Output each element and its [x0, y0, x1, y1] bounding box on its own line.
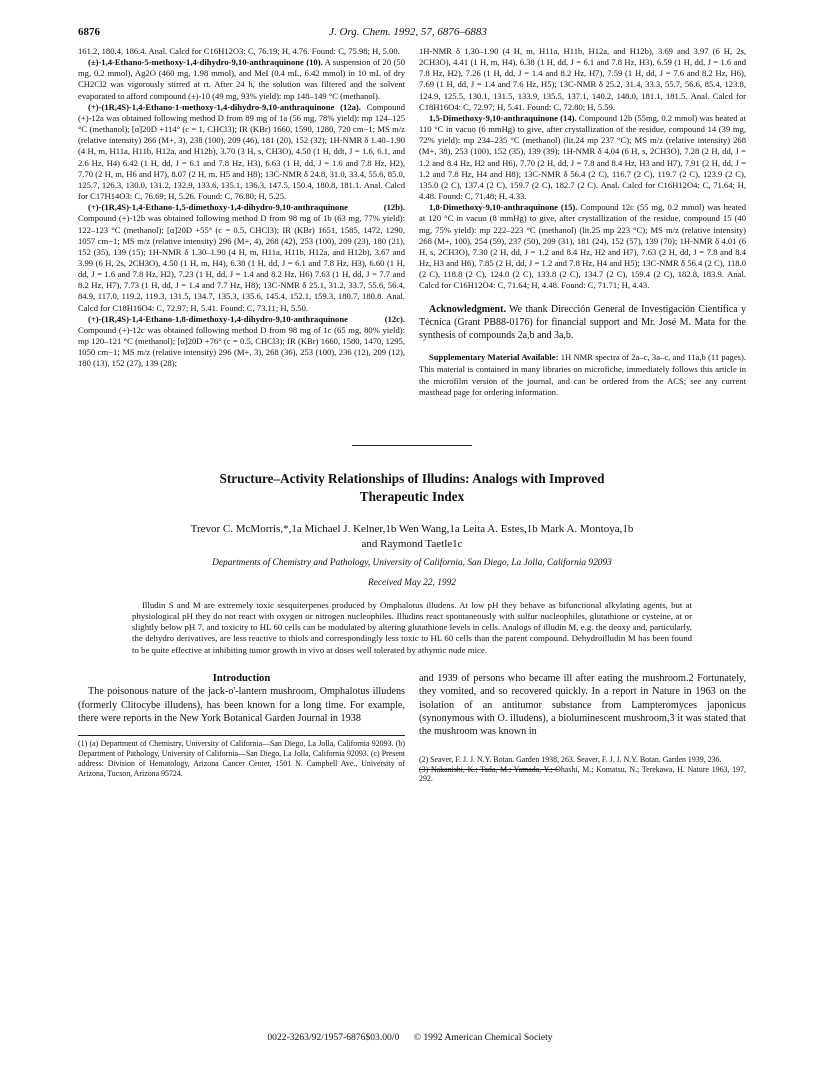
supplementary-heading: Supplementary Material Available: — [429, 352, 559, 363]
journal-citation: J. Org. Chem. 1992, 57, 6876–6883 — [329, 26, 487, 38]
compound-body: Compound 12b (55mg, 0.2 mmol) was heated at 110 °C in vacuo (6 mmHg) to give, after crystallization of the residue, compound 14 (39 mg, 72% yield): mp 234–235 °C (methanol) (lit.24 mp 237 °C); MS m/z (relative intensity) 268 (M+, 38), 253 (100), 152 (35), 139 (39); 1H-NMR δ 4.04 (6 H, s, 2CH3O), 7.28 (2 H, dd, J = 1.2 and 8.4 Hz, H2 and H6), 7.70 (2 H, dd, J = 7.8 and 8.4 Hz, H3 and H7), 7.91 (2 H, dd, J = 1.2 and 7.8 Hz, H4 and H8); 13C-NMR δ 56.4 (2 C), 116.7 (2 C), 119.7 (2 C), 123.9 (2 C), 135.0 (2 C), 137.4 (2 C), 159.7 (2 C), 182.7 (2 C). Anal. Calcd for C16H12O4: C, 71.64; H, 4.48. Found: C, 71.48; H, 4.33. — [419, 112, 746, 202]
title-line: Therapeutic Index — [359, 488, 465, 504]
compound-entry — [78, 57, 405, 102]
compound-body: Compound (+)-12a was obtained following method D from 89 mg of 1a (56 mg, 78% yield): mp 124–125 °C (methanol); [α]20D +114° (c = 1, CHCl3); IR (KBr) 1660, 1590, 1280, 720 cm−1; MS m/z (relative intensity) 266 (M+, 3), 238 (100), 209 (46), 181 (20), 152 (32); 1H-NMR δ 1.40–1.90 (4 H, m, H11a, H11b, H12a, and H12b), 3.70 (3 H, s, CH3O), 4.50 (1 H, ddt, J = 1.6, 6.1, and 2.6 Hz, H4) 6.42 (1 H, dd, J = 6.1 and 7.8 Hz, H3), 6.63 (1 H, dd, J = 1.6 and 7.8 Hz, H2), 7.70 (2 H, m, H6 and H7), 8.07 (2 H, m, H5 and H8); 13C-NMR δ 24.8, 31.0, 33.4, 55.6, 85.0, 125.7, 126.3, 130.0, 131.2, 132.9, 133.6, 135.1, 136.3, 147.5, 150.4, 180.8, 181.1. Anal. Calcd for C17H14O3: C, 76.69; H, 5.26. Found: C, 76.80; H, 5.25. — [78, 101, 405, 202]
right-column — [419, 46, 746, 399]
authors-line: and Raymond Taetle1c — [361, 537, 463, 550]
intro-right-column — [419, 672, 746, 784]
intro-left-column — [78, 672, 405, 784]
left-column — [78, 46, 405, 399]
title-line: Structure–Activity Relationships of Illudins: Analogs with Improved — [219, 470, 605, 486]
compound-entry — [419, 202, 746, 291]
section-heading: Introduction — [212, 672, 271, 684]
affiliation: Departments of Chemistry and Pathology, University of California, San Diego, La Jolla, California 92093 — [212, 557, 612, 568]
acknowledgment-body: We thank Dirección General de Investigación Científica y Técnica (Grant PB88-0176) for financial support and Mr. José M. Mata for the synthesis of compounds 2a,b and 3a,b. — [419, 304, 746, 342]
compound-heading: (±)-1,4-Ethano-5-methoxy-1,4-dihydro-9,10-anthraquinone (10). — [88, 57, 323, 68]
supplementary-body: 1H NMR spectra of 2a–c, 3a–c, and 11a,b (11 pages). This material is contained in many libraries on microfiche, immediately follows this article in the microfilm version of the journal, and can be ordered from the ACS; see any current masthead page for ordering information. — [419, 352, 746, 398]
experimental-section — [78, 46, 746, 399]
paragraph: 1H-NMR δ 1.30–1.90 (4 H, m, H11a, H11b, H12a, and H12b), 3.69 and 3.97 (6 H, 2s, 2CH3O), 4.41 (1 H, m, H4), 6.38 (1 H, dd, J = 6.1 and 7.8 Hz, H3), 6.59 (1 H, dd, J = 1.6 and 7.8 Hz, H2), 7.26 (1 H, dd, J = 1.4 and 8.2 Hz, H7), 7.59 (1 H, dd, J = 7.6 and 8.2 Hz, H6), 7.69 (1 H, dd, J = 1.4 and 7.6 Hz, H5); 13C-NMR δ 25.2, 31.4, 33.3, 55.7, 56.6, 85.4, 123.8, 124.9, 125.5, 130.1, 131.5, 133.9, 135.5, 137.1, 140.2, 148.0, 181.1, 181.5. Anal. Calcd for C18H16O4: C, 72.97; H, 5.41. Found: C, 72.80; H, 5.59. — [419, 46, 746, 112]
copyright: © 1992 American Chemical Society — [413, 1032, 553, 1043]
footnote: (2) Seaver, F. J. J. N.Y. Botan. Garden 1938, 263. Seaver, F. J. J. N.Y. Botan. Garden 1939, 236. — [419, 754, 722, 764]
footnote: (3) Nakanishi, K.; Tada, M.; Yamada, Y.; Ohashi, M.; Komatsu, N.; Terekawa, H. Nature 1963, 197, 292. — [419, 764, 746, 784]
page-footer — [0, 1032, 820, 1043]
compound-entry — [419, 113, 746, 202]
compound-heading: (+)-(1R,4S)-1,4-Ethano-1,8-dimethoxy-1,4-dihydro-9,10-anthraquinone (12c). — [88, 313, 405, 324]
compound-body: Compound 12c (55 mg, 0.2 mmol) was heated at 120 °C in vacuo (8 mmHg) to give, after crystallization of the residue, compound 15 (40 mg, 75% yield): mp 222–223 °C (methanol) (lit.25 mp 223 °C); MS m/z (relative intensity) 268 (M+, 100), 254 (59), 237 (50), 209 (31), 181 (24), 152 (57), 139 (70); 1H-NMR δ 4.01 (6 H, s, 2CH3O), 7.30 (2 H, dd, J = 1.2 and 8.4 Hz, H2 and H7), 7.63 (2 H, dd, J = 7.8 and 8.4 Hz, H3 and H6), 7.85 (2 H, dd, J = 1.2 and 7.8 Hz, H4 and H5); 13C-NMR δ 56.4 (2 C), 118.0 (2 C), 118.8 (2 C), 124.0 (2 C), 133.8 (2 C), 134.7 (2 C), 159.4 (2 C), 182.8, 183.9. Anal. Calcd for C16H12O4: C, 71.64; H, 4.48. Found: C, 71.71; H, 4.43. — [419, 202, 746, 291]
footnote: (1) (a) Department of Chemistry, University of California—San Diego, La Jolla, California 92093. (b) Department of Pathology, University of California—San Diego, La Jolla, California 92093. (c) Present address: Division of Hematology, Arizona Cancer Center, 1501 N. Campbell Ave., University of Arizona, Tucson, Arizona 95724. — [78, 735, 405, 778]
intro-paragraph: The poisonous nature of the jack-o'-lantern mushroom, Omphalotus illudens (formerly Clitocybe illudens), has been known for a long time. For example, there were reports in the New York Botanical Garden Journal in 1938 — [78, 686, 405, 725]
compound-heading: 1,5-Dimethoxy-9,10-anthraquinone (14). — [429, 112, 577, 123]
paragraph: 161.2, 180.4, 186.4. Anal. Calcd for C16H12O3: C, 76.19; H, 4.76. Found: C, 75.98; H, 5.00. — [78, 46, 400, 56]
page-number: 6876 — [78, 26, 100, 38]
compound-body: A suspension of 20 (50 mg, 0.2 mmol), Ag2O (460 mg, 1.98 mmol), and MeI (0.4 mL, 6.42 mmol) in 10 mL of dry CH2Cl2 was vigorously stirred at rt. After 24 h, the solution was filtered and the solvent evaporated to afford compound (±)-10 (49 mg, 93% yield): mp 148–149 °C (methanol). — [78, 57, 405, 101]
compound-body: Compound (+)-12b was obtained following method D from 98 mg of 1b (63 mg, 77% yield): 122–123 °C (methanol); [α]20D +55° (c = 0.5, CHCl3); IR (KBr) 1651, 1585, 1472, 1290, 1057 cm−1; MS m/z (relative intensity) 296 (M+, 4), 268 (42), 253 (100), 209 (23), 180 (21), 152 (35), 139 (15); 1H-NMR δ 1.30–1.90 (4 H, m, H11a, H11b, H12a, and H12b), 3.67 and 3.99 (6 H, 2s, 2CH3O), 4.50 (1 H, m, H4), 6.38 (1 H, dd, J = 6.1 and 7.8 Hz, H3), 6.60 (1 H, dd, J = 1.6 and 7.8 Hz, H2), 7.23 (1 H, dd, J = 1.4 and 8.2 Hz, H6) 7.63 (1 H, dd, J = 7.7 and 8.2 Hz, H7), 7.73 (1 H, dd, J = 1.4 and 7.7 Hz, H8); 13C-NMR δ 25.1, 31.2, 33.7, 55.6, 56.4, 84.9, 117.0, 119.2, 119.3, 131.5, 134.7, 135.3, 135.6, 145.4, 152.1, 159.3, 180.7, 180.8. Anal. Calcd for C18H16O4: C, 72.97; H, 5.41. Found: C, 73.11; H, 5.50. — [78, 213, 405, 313]
compound-entry — [78, 314, 405, 370]
compound-entry — [78, 202, 405, 314]
compound-heading: (+)-(1R,4S)-1,4-Ethano-1-methoxy-1,4-dihydro-9,10-anthraquinone (12a). — [88, 101, 361, 112]
acknowledgment-heading: Acknowledgment. — [429, 304, 506, 316]
compound-heading: (+)-(1R,4S)-1,4-Ethano-1,5-dimethoxy-1,4-dihydro-9,10-anthraquinone (12b). — [88, 202, 405, 213]
article-code: 0022-3263/92/1957-6876$03.00/0 — [267, 1032, 400, 1043]
page-header — [78, 26, 746, 44]
article-title — [78, 470, 746, 506]
intro-paragraph: and 1939 of persons who became ill after eating the mushroom.2 Fortunately, they vomited, and so recovered quickly. In a report in Nature in 1963 on the isolation of an antitumor substance from Lampteromyces japonicus (synonymous with O. illudens), a bioluminescent mushroom,3 it was stated that the mushroom was known in — [419, 672, 746, 738]
compound-heading: 1,8-Dimethoxy-9,10-anthraquinone (15). — [429, 202, 578, 213]
compound-entry — [78, 102, 405, 202]
author-list — [78, 522, 746, 552]
abstract: Illudin S and M are extremely toxic sesquiterpenes produced by Omphalotus illudens. At low pH they behave as bifunctional alkylating agents, but at physiological pH they do not react with oxygen or nitrogen nucleophiles. Illudins react spontaneously with sulfur nucleophiles, glutathione or cysteine, at or slightly below pH 7, and toxicity to HL 60 cells can be modulated by altering glutathione levels in cells. Analogs of illudin M, e.g. the deoxy and, particularly, the dehydro derivatives, are less reactive to thiols and correspondingly less toxic to HL 60 cells than the parent compound. Dehydroilludin M has been found to be quite effective at inhibiting tumor growth in vivo at doses well tolerated by athymic nude mice. — [132, 599, 692, 655]
journal-page — [78, 26, 746, 784]
introduction-section — [78, 672, 746, 784]
article-divider — [352, 445, 472, 446]
compound-body: Compound (+)-12c was obtained following method D from 98 mg of 1c (65 mg, 80% yield): mp 120–121 °C (methanol); [α]20D +76° (c = 0.5, CHCl3); IR (KBr) 1660, 1580, 1470, 1295, 1050 cm−1; MS m/z (relative intensity) 296 (M+, 3), 268 (36), 253 (100), 236 (12), 209 (12), 180 (13), 152 (27), 139 (28); — [78, 324, 405, 369]
supplementary-material — [419, 352, 746, 398]
acknowledgment — [419, 303, 746, 342]
authors-line: Trevor C. McMorris,*,1a Michael J. Kelner,1b Wen Wang,1a Leita A. Estes,1b Mark A. Montoya,1b — [190, 522, 634, 535]
received-date: Received May 22, 1992 — [368, 577, 456, 588]
